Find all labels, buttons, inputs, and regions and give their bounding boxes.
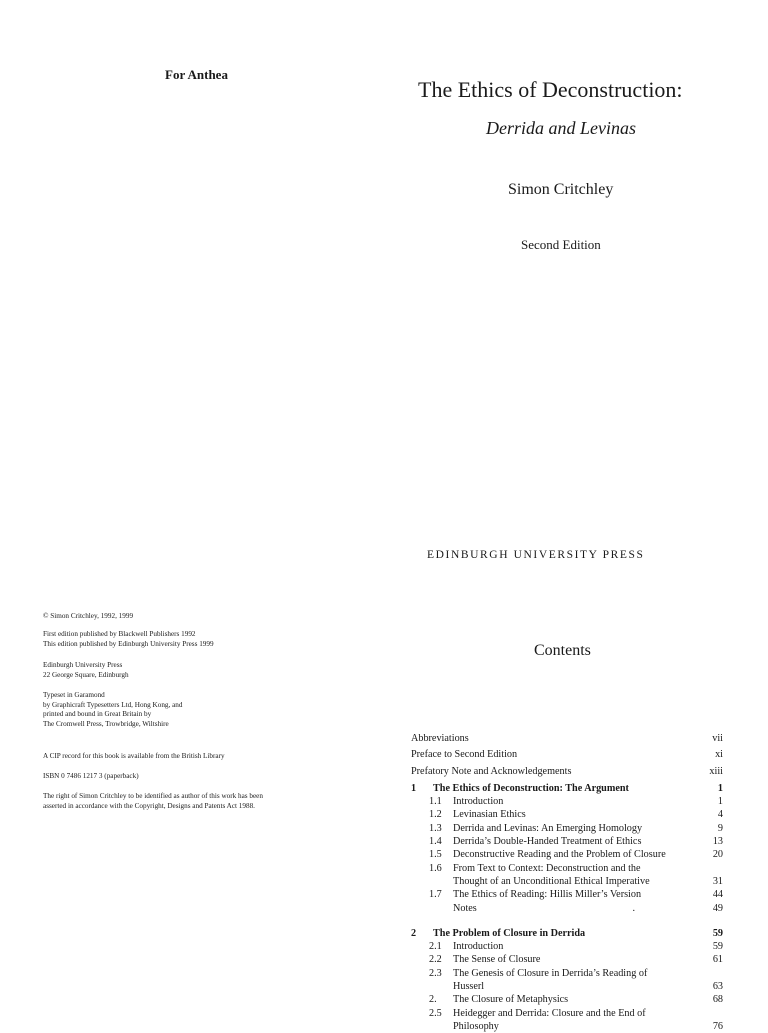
toc-chapter[interactable]: 2 The Problem of Closure in Derrida 59 — [411, 927, 723, 939]
toc-entry[interactable]: Abbreviations vii — [411, 733, 723, 744]
table-of-contents — [411, 732, 723, 1033]
toc-section[interactable]: 1.7 The Ethics of Reading: Hillis Miller’s Version 44 — [429, 889, 723, 901]
toc-section[interactable]: 2. The Closure of Metaphysics 68 — [429, 994, 723, 1006]
dedication: For Anthea — [165, 67, 228, 82]
toc-entry[interactable]: Preface to Second Edition xi — [411, 749, 723, 761]
toc-entry[interactable]: Prefatory Note and Acknowledgements xiii — [411, 765, 723, 777]
isbn: ISBN 0 7486 1217 3 (paperback) — [43, 772, 139, 780]
cip-record: A CIP record for this book is available from the British Library — [43, 752, 225, 760]
contents-heading: Contents — [534, 642, 591, 659]
publisher-address: Edinburgh University Press 22 George Square, Edinburgh — [43, 661, 129, 679]
toc-section-continuation[interactable]: Husserl 63 — [453, 981, 723, 993]
toc-section[interactable]: 2.1 Introduction 59 — [429, 941, 723, 953]
toc-section[interactable]: 1.1 Introduction 1 — [429, 796, 723, 808]
book-title: The Ethics of Deconstruction: — [418, 77, 683, 102]
author-name: Simon Critchley — [508, 181, 614, 198]
copyright-notice: © Simon Critchley, 1992, 1999 — [43, 612, 134, 620]
toc-section[interactable]: 1.4 Derrida’s Double-Handed Treatment of Ethics 13 — [429, 836, 723, 848]
toc-section-continuation[interactable]: Thought of an Unconditional Ethical Imperative 31 — [453, 875, 723, 887]
publisher-name: EDINBURGH UNIVERSITY PRESS — [427, 549, 645, 561]
toc-chapter[interactable]: 1 The Ethics of Deconstruction: The Argument 1 — [411, 782, 723, 794]
toc-section[interactable]: 1.3 Derrida and Levinas: An Emerging Homology 9 — [429, 822, 723, 834]
toc-section[interactable]: 1.5 Deconstructive Reading and the Problem of Closure 20 — [429, 849, 723, 861]
book-subtitle: Derrida and Levinas — [486, 118, 636, 138]
rights-statement: The right of Simon Critchley to be identified as author of this work has been asserted in accordance with the Copyright, Designs and Patents Act 1988. — [43, 792, 263, 810]
toc-section[interactable]: 2.5 Heidegger and Derrida: Closure and the End of — [429, 1007, 646, 1019]
toc-section-continuation[interactable]: Philosophy 76 — [453, 1020, 723, 1032]
typesetting-info: Typeset in Garamond by Graphicraft Typesetters Ltd, Hong Kong, and printed and bound in Great Britain by The Cromwell Press, Trowbridge, Wiltshire — [43, 691, 183, 728]
edition-history: First edition published by Blackwell Publishers 1992 This edition published by Edinburgh University Press 1999 — [43, 630, 214, 648]
toc-section[interactable]: 2.3 The Genesis of Closure in Derrida’s Reading of — [429, 967, 648, 979]
toc-section[interactable]: 1.2 Levinasian Ethics 4 — [429, 809, 723, 821]
edition-label: Second Edition — [521, 237, 601, 252]
toc-section[interactable]: 2.2 The Sense of Closure 61 — [429, 954, 723, 966]
toc-section[interactable]: 1.6 From Text to Context: Deconstruction and the — [429, 862, 641, 874]
toc-notes[interactable]: Notes . 49 — [453, 902, 723, 914]
